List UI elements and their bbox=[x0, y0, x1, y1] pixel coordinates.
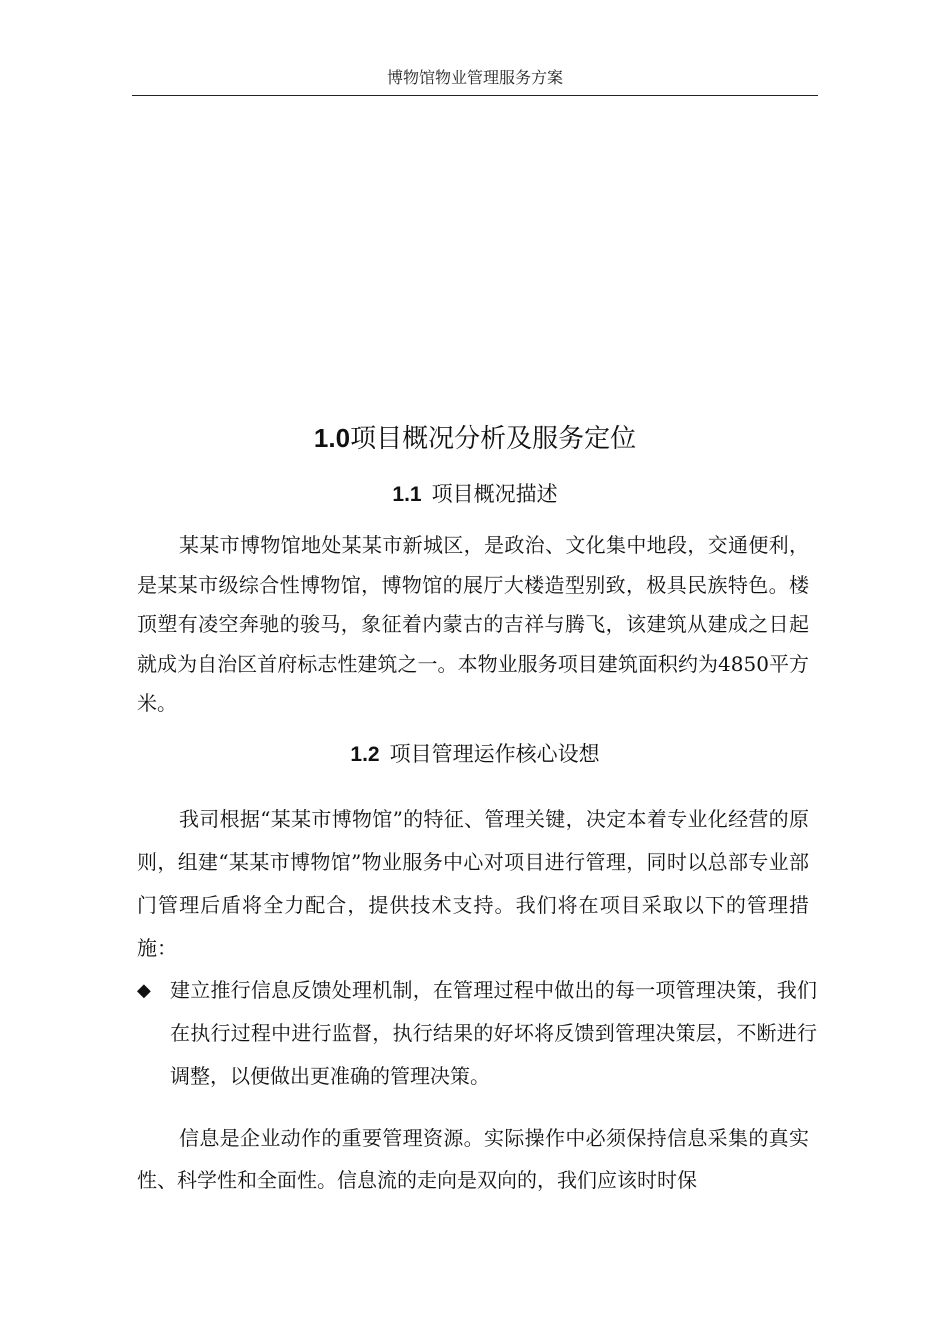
project-overview-paragraph: 某某市博物馆地处某某市新城区，是政治、文化集中地段，交通便利，是某某市级综合性博物馆，博物馆的展厅大楼造型别致，极具民族特色。楼顶塑有凌空奔驰的骏马，象征着内蒙古的吉祥与腾飞，该建筑从建成之日起就成为自治区首府标志性建筑之一。本物业服务项目建筑面积约为4850平方米。 bbox=[137, 533, 809, 715]
document-title: 博物馆物业管理服务方案 bbox=[386, 68, 563, 87]
section-heading-1 bbox=[132, 418, 818, 459]
section-title: 项目概况分析及服务定位 bbox=[350, 424, 637, 454]
diamond-bullet-icon: ◆ bbox=[137, 980, 151, 1001]
page-header bbox=[132, 66, 818, 96]
information-paragraph: 信息是企业动作的重要管理资源。实际操作中必须保持信息采集的真实性、科学性和全面性。信息流的走向是双向的，我们应该时时保 bbox=[137, 1126, 809, 1192]
subsection-number: 1.2 bbox=[350, 743, 380, 766]
subsection-title: 项目概况描述 bbox=[431, 482, 558, 506]
bullet-item bbox=[137, 969, 817, 1098]
section-number: 1.0 bbox=[313, 423, 351, 453]
management-concept-paragraph: 我司根据“某某市博物馆”的特征、管理关键，决定本着专业化经营的原则，组建“某某市博物馆”物业服务中心对项目进行管理，同时以总部专业部门管理后盾将全力配合，提供技术支持。我们将在项目采取以下的管理措施： bbox=[137, 807, 809, 960]
subsection-heading-1-2 bbox=[132, 738, 818, 771]
bullet-text: 建立推行信息反馈处理机制，在管理过程中做出的每一项管理决策，我们在执行过程中进行监督，执行结果的好坏将反馈到管理决策层，不断进行调整，以便做出更准确的管理决策。 bbox=[170, 978, 817, 1088]
subsection-title: 项目管理运作核心设想 bbox=[389, 742, 600, 766]
subsection-number: 1.1 bbox=[392, 483, 422, 506]
subsection-heading-1-1 bbox=[132, 478, 818, 511]
